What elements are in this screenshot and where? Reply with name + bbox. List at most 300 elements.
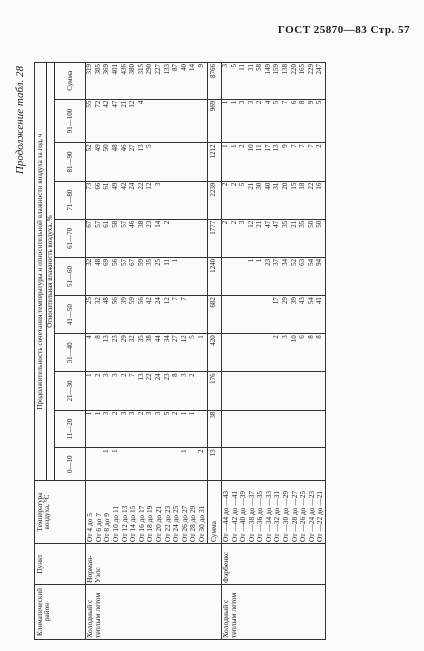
cell-value: 61 — [102, 182, 111, 190]
cell-value — [299, 412, 308, 447]
cell-value: От —28 до —27 — [289, 490, 299, 542]
cell-value: 58 — [255, 64, 264, 71]
cell-value — [239, 412, 248, 447]
cell-value: 94 — [315, 258, 324, 266]
cell-value — [291, 373, 300, 408]
cell-value: 1 — [110, 449, 119, 453]
cell-value — [164, 101, 173, 142]
cell-value — [299, 449, 308, 479]
data-column-cell — [221, 219, 325, 257]
table-caption: Продолжительность сочетания температуры и относительной влажности воздуха за год, ч — [35, 63, 47, 481]
cell-value: 9 — [281, 144, 290, 148]
cell-value — [231, 297, 240, 332]
cell-value — [189, 183, 198, 218]
cell-value: 25 — [153, 258, 162, 266]
cell-value: 3 — [238, 100, 247, 105]
data-column-cell — [221, 143, 325, 181]
cell-value: 16 — [315, 182, 324, 190]
cell-value: 46 — [128, 220, 137, 228]
cell-value: 1 — [246, 258, 255, 263]
cell-value: 11 — [162, 258, 171, 266]
cell-value — [121, 449, 130, 479]
cell-value: От —38 до —37 — [246, 490, 256, 542]
cell-value — [265, 335, 274, 370]
cell-value: От —34 до —33 — [263, 490, 273, 542]
cell-value: 35 — [145, 258, 154, 266]
station-cell: Норман-Уэлс — [86, 544, 222, 585]
cell-value — [172, 221, 181, 256]
cell-value: От 16 до 17 — [136, 505, 146, 542]
cell-value: 69 — [102, 258, 111, 266]
cell-value — [308, 373, 317, 408]
cell-value: 13 — [136, 373, 145, 381]
cell-value: 319 — [85, 64, 94, 75]
cell-value: 29 — [281, 297, 290, 305]
cell-value: 5 — [162, 411, 171, 416]
cell-value — [95, 449, 104, 479]
humidity-col-header: Сумма — [55, 63, 86, 100]
cell-value: 61 — [102, 220, 111, 228]
cell-value: 21 — [119, 100, 128, 108]
humidity-col-header: 91—100 — [55, 99, 86, 143]
cell-value: 1 — [93, 411, 102, 416]
cell-value: 5 — [238, 182, 247, 187]
cell-value: 17 — [263, 144, 272, 152]
cell-value: 2 — [136, 411, 145, 416]
cell-value: 48 — [102, 297, 111, 305]
cell-value: 14 — [188, 64, 197, 71]
cell-value — [198, 101, 207, 142]
cell-value: 27 — [128, 144, 137, 152]
data-column-cell — [221, 296, 325, 334]
cell-value: 24 — [153, 373, 162, 381]
cell-value: 3 — [220, 64, 229, 68]
cell-value — [239, 449, 248, 479]
temperature-cell — [86, 481, 207, 544]
cell-value: От 18 до 19 — [145, 505, 155, 542]
cell-value: 14 — [153, 220, 162, 228]
cell-value — [273, 449, 282, 479]
cell-value: 47 — [263, 220, 272, 228]
cell-value: 3 — [238, 220, 247, 225]
cell-value: 52 — [289, 258, 298, 266]
cell-value: 4 — [136, 100, 145, 105]
cell-value: 436 — [119, 64, 128, 75]
sum-value: 176 — [207, 372, 221, 410]
cell-value: 56 — [136, 297, 145, 305]
humidity-col-header: 31—40 — [55, 334, 86, 372]
cell-value — [155, 101, 164, 142]
cell-value: 22 — [145, 373, 154, 381]
data-column-cell — [86, 296, 207, 334]
cell-value — [316, 449, 325, 479]
cell-value: 35 — [136, 335, 145, 343]
cell-value — [181, 221, 190, 256]
cell-value: 15 — [289, 182, 298, 190]
cell-value: 55 — [85, 100, 94, 108]
cell-value: 1 — [255, 258, 264, 263]
cell-value: 22 — [306, 182, 315, 190]
data-column-cell — [86, 219, 207, 257]
cell-value: 1 — [229, 100, 238, 105]
cell-value — [265, 449, 274, 479]
page-header: ГОСТ 25870—83 Стр. 57 — [277, 24, 410, 36]
cell-value: 38 — [145, 335, 154, 343]
cell-value — [256, 335, 265, 370]
cell-value: 47 — [110, 100, 119, 108]
cell-value: 56 — [110, 258, 119, 266]
cell-value: 12 — [162, 297, 171, 305]
cell-value — [189, 449, 198, 479]
cell-value — [222, 449, 231, 479]
cell-value — [172, 144, 181, 179]
cell-value: 8 — [315, 335, 324, 339]
cell-value: 2 — [119, 373, 128, 377]
cell-value: 5 — [229, 64, 238, 68]
cell-value — [231, 449, 240, 479]
cell-value: От 8 до 9 — [102, 513, 112, 542]
cell-value: 290 — [145, 64, 154, 75]
cell-value: 52 — [85, 144, 94, 152]
cell-value — [198, 221, 207, 256]
cell-value: 56 — [110, 297, 119, 305]
cell-value: 3 — [128, 411, 137, 416]
cell-value: 17 — [272, 297, 281, 305]
cell-value — [146, 449, 155, 479]
cell-value: 1 — [196, 335, 205, 339]
cell-value: 3 — [102, 373, 111, 377]
cell-value: 50 — [306, 220, 315, 228]
sum-value: 1240 — [207, 257, 221, 295]
data-column-cell — [86, 63, 207, 100]
cell-value — [181, 183, 190, 218]
cell-value: 23 — [145, 220, 154, 228]
sum-value: 8766 — [207, 63, 221, 100]
cell-value: 229 — [306, 64, 315, 75]
sum-value: 1777 — [207, 219, 221, 257]
cell-value: 220 — [289, 64, 298, 75]
cell-value — [164, 144, 173, 179]
cell-value — [189, 144, 198, 179]
cell-value: 3 — [179, 373, 188, 377]
cell-value: 73 — [85, 182, 94, 190]
cell-value: 49 — [93, 144, 102, 152]
cell-value: 401 — [110, 64, 119, 75]
cell-value — [239, 373, 248, 408]
cell-value: 10 — [289, 335, 298, 343]
cell-value: 44 — [153, 335, 162, 343]
cell-value — [155, 144, 164, 179]
cell-value — [231, 412, 240, 447]
cell-value: 29 — [119, 335, 128, 343]
humidity-col-header: 21—30 — [55, 372, 86, 410]
cell-value: 46 — [119, 144, 128, 152]
cell-value: 7 — [171, 297, 180, 301]
sum-value: 969 — [207, 99, 221, 143]
cell-value — [198, 144, 207, 179]
cell-value — [273, 412, 282, 447]
data-column-cell — [221, 448, 325, 481]
cell-value: 24 — [153, 297, 162, 305]
col-temp-header: Температура воздуха, °С — [35, 481, 86, 544]
cell-value — [239, 335, 248, 370]
cell-value: 35 — [298, 220, 307, 228]
cell-value — [282, 412, 291, 447]
cell-value: 8 — [93, 335, 102, 339]
cell-value: 37 — [272, 258, 281, 266]
cell-value — [265, 412, 274, 447]
cell-value — [248, 335, 257, 370]
cell-value: 66 — [93, 182, 102, 190]
cell-value: 315 — [136, 64, 145, 75]
cell-value: От 30 до 31 — [196, 505, 206, 542]
cell-value: От 12 до 13 — [119, 505, 129, 542]
climate-table — [34, 62, 326, 640]
cell-value: 7 — [281, 100, 290, 105]
cell-value: 59 — [136, 258, 145, 266]
cell-value: 25 — [85, 297, 94, 305]
cell-value — [172, 183, 181, 218]
cell-value: 67 — [85, 220, 94, 228]
cell-value: 57 — [119, 258, 128, 266]
cell-value: 7 — [298, 144, 307, 148]
cell-value: 3 — [145, 411, 154, 416]
cell-value: 72 — [93, 100, 102, 108]
cell-value: 8 — [298, 100, 307, 105]
cell-value: 9 — [196, 64, 205, 68]
data-column-cell — [86, 143, 207, 181]
cell-value — [181, 259, 190, 294]
cell-value: 23 — [162, 373, 171, 381]
cell-value — [189, 297, 198, 332]
cell-value: От —36 до —35 — [255, 490, 265, 542]
cell-value: 380 — [128, 64, 137, 75]
cell-value: 1 — [179, 449, 188, 453]
cell-value: 34 — [281, 258, 290, 266]
cell-value — [231, 335, 240, 370]
cell-value: 23 — [263, 258, 272, 266]
data-column-cell — [221, 257, 325, 295]
cell-value: 1 — [85, 373, 94, 377]
cell-value — [181, 101, 190, 142]
cell-value: 87 — [171, 64, 180, 71]
sum-value: 13 — [207, 448, 221, 481]
cell-value: 32 — [85, 258, 94, 266]
humidity-col-header: 0—10 — [55, 448, 86, 481]
cell-value: 40 — [179, 64, 188, 71]
cell-value: 1 — [220, 100, 229, 105]
cell-value — [129, 449, 138, 479]
cell-value: От 10 до 11 — [110, 505, 120, 542]
cell-value: 2 — [255, 100, 264, 105]
cell-value: 1 — [102, 449, 111, 453]
table-row — [86, 63, 207, 640]
cell-value: 12 — [145, 182, 154, 190]
cell-value: 1 — [179, 411, 188, 416]
humidity-header: Относительная влажность воздуха, % — [47, 63, 55, 481]
cell-value — [172, 449, 181, 479]
cell-value: От 4 до 5 — [85, 513, 95, 542]
cell-value: 39 — [119, 297, 128, 305]
cell-value — [248, 449, 257, 479]
cell-value: 149 — [263, 64, 272, 75]
cell-value: 6 — [298, 335, 307, 339]
cell-value — [291, 449, 300, 479]
cell-value: От —24 до —23 — [306, 490, 316, 542]
cell-value — [198, 412, 207, 447]
sum-value: 682 — [207, 296, 221, 334]
cell-value: От 26 до 27 — [179, 505, 189, 542]
region-cell: Холодный с теплым летом — [221, 585, 325, 640]
cell-value: 12 — [246, 220, 255, 228]
humidity-col-header: 61—70 — [55, 219, 86, 257]
cell-value — [222, 373, 231, 408]
cell-value — [146, 101, 155, 142]
cell-value: 2 — [171, 411, 180, 416]
cell-value: 3 — [102, 411, 111, 416]
temperature-cell — [221, 481, 325, 544]
data-column-cell — [221, 63, 325, 100]
cell-value — [282, 373, 291, 408]
cell-value: 11 — [255, 144, 264, 152]
cell-value: 43 — [298, 297, 307, 305]
cell-value: 50 — [102, 144, 111, 152]
table-row — [221, 63, 325, 640]
cell-value: 2 — [196, 449, 205, 453]
cell-value — [189, 101, 198, 142]
cell-value: 12 — [128, 100, 137, 108]
cell-value: 133 — [162, 64, 171, 75]
cell-value — [256, 373, 265, 408]
cell-value — [308, 449, 317, 479]
cell-value — [155, 449, 164, 479]
humidity-col-header: 11—20 — [55, 410, 86, 448]
cell-value: 2 — [229, 182, 238, 187]
station-cell: Фэрбенкс — [221, 544, 325, 585]
cell-value: 7 — [306, 144, 315, 148]
data-column-cell — [86, 448, 207, 481]
cell-value — [239, 297, 248, 332]
cell-value: 2 — [272, 335, 281, 339]
cell-value: 227 — [153, 64, 162, 75]
cell-value: От 28 до 29 — [188, 505, 198, 542]
cell-value — [231, 259, 240, 294]
cell-value: 48 — [110, 144, 119, 152]
cell-value — [256, 449, 265, 479]
cell-value: 47 — [272, 220, 281, 228]
cell-value — [231, 373, 240, 408]
data-column-cell — [86, 181, 207, 219]
cell-value — [316, 412, 325, 447]
cell-value: 32 — [128, 335, 137, 343]
sum-value: 2239 — [207, 181, 221, 219]
humidity-col-header: 71—80 — [55, 181, 86, 219]
cell-value: 247 — [315, 64, 324, 75]
cell-value: 32 — [93, 297, 102, 305]
cell-value: 10 — [246, 144, 255, 152]
cell-value: 67 — [128, 258, 137, 266]
cell-value: От —44 до —43 — [220, 490, 230, 542]
cell-value — [222, 259, 231, 294]
cell-value: 5 — [272, 100, 281, 105]
humidity-col-header: 51—60 — [55, 257, 86, 295]
cell-value: 2 — [110, 411, 119, 416]
cell-value: 27 — [171, 335, 180, 343]
cell-value — [291, 412, 300, 447]
cell-value: 42 — [119, 182, 128, 190]
cell-value — [299, 373, 308, 408]
cell-value — [181, 144, 190, 179]
cell-value: 38 — [136, 220, 145, 228]
cell-value: От —40 до —39 — [238, 490, 248, 542]
cell-value — [198, 183, 207, 218]
cell-value — [189, 221, 198, 256]
cell-value — [248, 373, 257, 408]
cell-value — [248, 297, 257, 332]
data-column-cell — [221, 372, 325, 410]
data-column-cell — [86, 99, 207, 143]
cell-value: От 24 до 25 — [171, 505, 181, 542]
cell-value: 3 — [153, 182, 162, 187]
cell-value — [138, 449, 147, 479]
cell-value: 21 — [246, 182, 255, 190]
cell-value — [282, 449, 291, 479]
cell-value: 24 — [128, 182, 137, 190]
cell-value: 59 — [128, 297, 137, 305]
humidity-col-header: 81—90 — [55, 143, 86, 181]
cell-value: 54 — [306, 297, 315, 305]
cell-value: 49 — [110, 182, 119, 190]
cell-value — [265, 373, 274, 408]
cell-value — [198, 373, 207, 408]
cell-value: От —30 до —29 — [281, 490, 291, 542]
cell-value: 4 — [85, 335, 94, 339]
cell-value: 9 — [306, 100, 315, 105]
data-column-cell — [221, 410, 325, 448]
cell-value: 7 — [179, 297, 188, 301]
cell-value: 1 — [85, 411, 94, 416]
cell-value — [222, 412, 231, 447]
cell-value: 369 — [102, 64, 111, 75]
cell-value — [172, 101, 181, 142]
cell-value: 11 — [238, 64, 247, 71]
cell-value: 6 — [289, 100, 298, 105]
cell-value: 30 — [255, 182, 264, 190]
sum-value: 38 — [207, 410, 221, 448]
cell-value: 41 — [315, 297, 324, 305]
cell-value: От —42 до —41 — [229, 490, 239, 542]
cell-value: 34 — [162, 335, 171, 343]
cell-value: 3 — [119, 411, 128, 416]
col-region-header: Климатический район — [35, 585, 86, 640]
cell-value: 42 — [102, 100, 111, 108]
rotated-table-area — [12, 60, 412, 640]
cell-value: 22 — [136, 182, 145, 190]
cell-value: От 22 до 23 — [162, 505, 172, 542]
sum-value: 420 — [207, 334, 221, 372]
cell-value: От —32 до —31 — [272, 490, 282, 542]
cell-value: 2 — [188, 373, 197, 377]
cell-value: 21 — [255, 220, 264, 228]
cell-value: 20 — [281, 182, 290, 190]
data-column-cell — [86, 372, 207, 410]
cell-value — [239, 259, 248, 294]
cell-value: 54 — [306, 258, 315, 266]
cell-value: 58 — [110, 220, 119, 228]
cell-value: 2 — [93, 373, 102, 377]
cell-value: От —22 до —21 — [315, 490, 325, 542]
cell-value: 12 — [179, 335, 188, 343]
